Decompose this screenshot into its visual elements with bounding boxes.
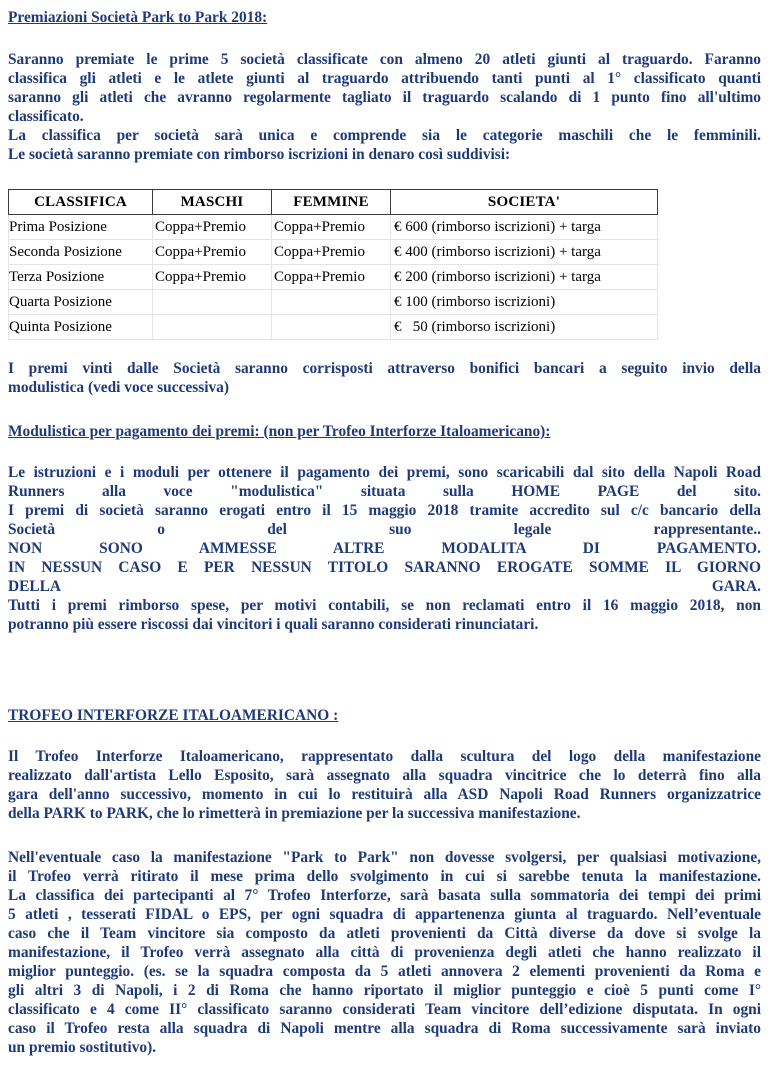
table-cell-femmine: Coppa+Premio [272,215,391,240]
paragraph-premiazioni-intro [8,50,761,164]
text-line: un premio sostitutivo). [8,1039,157,1056]
table-cell-position: Prima Posizione [9,215,153,240]
table-cell-maschi: Coppa+Premio [153,215,272,240]
table-cell-position: Quarta Posizione [9,290,153,315]
table-cell-femmine: Coppa+Premio [272,240,391,265]
text-line: Società o del suo legale rappresentante.. [8,521,761,538]
table-cell-societa: € 600 (rimborso iscrizioni) + targa [391,215,658,240]
prize-table [8,189,658,340]
text-line: Runners alla voce "modulistica" situata sulla HOME PAGE del sito. [8,483,761,500]
text-line: potranno più essere riscossi dai vincitori i quali saranno considerati rinunciatari. [8,616,539,633]
table-header-row [9,190,658,215]
table-cell-societa: € 100 (rimborso iscrizioni) [391,290,658,315]
column-header-societa: SOCIETA' [391,190,658,215]
table-cell-societa: € 400 (rimborso iscrizioni) + targa [391,240,658,265]
table-cell-maschi [153,290,272,315]
paragraph-trofeo-intro [8,747,761,823]
text-line: La classifica per società sarà unica e comprende sia le categorie maschili che le femminili. [8,127,761,144]
text-line: classificato. [8,108,84,125]
table-cell-femmine [272,315,391,340]
text-line: classifica gli atleti e le atlete giunti al traguardo attribuendo tanti punti al 1° classificato quanti [8,70,761,87]
paragraph-bonifici [8,359,761,397]
text-line: classificato e 4 come II° classificato saranno considerati Team vincitore dell’edizione disputata. In ogni [8,1001,761,1018]
text-line: I premi di società saranno erogati entro il 15 maggio 2018 tramite accredito sul c/c bancario della [8,502,761,519]
column-header-femmine: FEMMINE [272,190,391,215]
table-cell-maschi: Coppa+Premio [153,265,272,290]
text-line: saranno gli atleti che avranno regolarmente tagliato il traguardo scalando di 1 punto fino all'ultimo [8,89,761,106]
text-line: miglior punteggio. (es. se la squadra composta da 5 atleti annovera 2 elementi provenienti da Roma e [8,963,761,980]
paragraph-trofeo-regole [8,848,761,1057]
text-line: Saranno premiate le prime 5 società classificate con almeno 20 atleti giunti al traguardo. Faranno [8,51,761,68]
text-line: gara dell'anno successivo, momento in cui lo restituirà alla ASD Napoli Road Runners organizzatrice [8,786,761,803]
text-line: IN NESSUN CASO E PER NESSUN TITOLO SARANNO EROGATE SOMME IL GIORNO [8,559,761,576]
text-line: DELLA GARA. [8,578,761,595]
table-row [9,265,658,290]
table-cell-societa: € 50 (rimborso iscrizioni) [391,315,658,340]
text-line: NON SONO AMMESSE ALTRE MODALITA DI PAGAMENTO. [8,540,761,557]
text-line: il Trofeo verrà ritirato il mese prima dello svolgimento in cui si sarebbe tenuta la manifestazione. [8,868,761,885]
text-line: I premi vinti dalle Società saranno corrisposti attraverso bonifici bancari a seguito invio della [8,360,761,377]
text-line: modulistica (vedi voce successiva) [8,379,229,396]
table-cell-position: Seconda Posizione [9,240,153,265]
table-cell-femmine: Coppa+Premio [272,265,391,290]
table-row [9,290,658,315]
text-line: 5 atleti , tesserati FIDAL o EPS, per ogni squadra di appartenenza giunta al traguardo. Nell’eventuale [8,906,761,923]
text-line: Tutti i premi rimborso spese, per motivi contabili, se non reclamati entro il 16 maggio 2018, non [8,597,761,614]
table-cell-maschi: Coppa+Premio [153,240,272,265]
table-row [9,315,658,340]
column-header-classifica: CLASSIFICA [9,190,153,215]
text-line: La classifica dei partecipanti al 7° Trofeo Interforze, sarà basata sulla sommatoria dei tempi dei primi [8,887,761,904]
text-line: caso il Trofeo resta alla squadra di Napoli mentre alla squadra di Roma successivamente sarà inviato [8,1020,761,1037]
section-heading-trofeo: TROFEO INTERFORZE ITALOAMERICANO : [8,707,339,724]
paragraph-modulistica [8,463,761,634]
table-row [9,240,658,265]
table-row [9,215,658,240]
table-cell-societa: € 200 (rimborso iscrizioni) + targa [391,265,658,290]
section-heading-modulistica: Modulistica per pagamento dei premi: (non per Trofeo Interforze Italoamericano): [8,423,551,440]
column-header-maschi: MASCHI [153,190,272,215]
text-line: realizzato dall'artista Lello Esposito, sarà assegnato alla squadra vincitrice che lo deterrà fino alla [8,767,761,784]
text-line: Nell'eventuale caso la manifestazione "Park to Park" non dovesse svolgersi, per qualsiasi motivazione, [8,849,761,866]
text-line: Il Trofeo Interforze Italoamericano, rappresentato dalla scultura del logo della manifestazione [8,748,761,765]
text-line: Le società saranno premiate con rimborso iscrizioni in denaro così suddivisi: [8,146,511,163]
text-line: Le istruzioni e i moduli per ottenere il pagamento dei premi, sono scaricabili dal sito della Napoli Road [8,464,761,481]
text-line: caso che il Team vincitore sia composto da atleti provenienti da Città diverse da dove si svolge la [8,925,761,942]
table-cell-position: Terza Posizione [9,265,153,290]
table-cell-femmine [272,290,391,315]
text-line: manifestazione, il Trofeo verrà assegnato alla città di provenienza degli atleti che hanno realizzato il [8,944,761,961]
section-heading-premiazioni: Premiazioni Società Park to Park 2018: [8,9,268,26]
table-cell-position: Quinta Posizione [9,315,153,340]
table-cell-maschi [153,315,272,340]
text-line: della PARK to PARK, che lo rimetterà in premiazione per la successiva manifestazione. [8,805,581,822]
text-line: gli altri 3 di Napoli, i 2 di Roma che hanno riportato il miglior punteggio e cioè 5 punti come I° [8,982,761,999]
